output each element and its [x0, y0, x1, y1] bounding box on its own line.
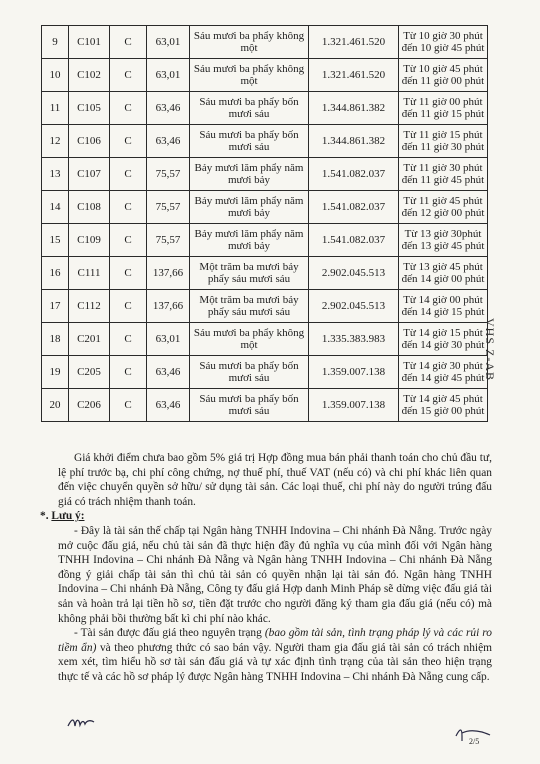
unit-code-cell: C112 [69, 290, 110, 323]
table-row [42, 26, 488, 59]
row-number-cell: 16 [42, 257, 69, 290]
area-value-cell: 63,46 [147, 356, 190, 389]
area-value-cell: 63,01 [147, 26, 190, 59]
unit-type-cell: C [110, 224, 147, 257]
area-value-cell: 75,57 [147, 158, 190, 191]
table-row [42, 356, 488, 389]
caution-heading: *. Lưu ý: [40, 510, 85, 523]
starting-price-cell: 2.902.045.513 [309, 257, 399, 290]
table-body [42, 26, 488, 422]
notes-section [40, 451, 492, 685]
area-in-words-cell: Sáu mươi ba phẩy không một [190, 323, 309, 356]
starting-price-cell: 1.541.082.037 [309, 191, 399, 224]
unit-code-cell: C108 [69, 191, 110, 224]
starting-price-cell: 1.541.082.037 [309, 158, 399, 191]
area-value-cell: 75,57 [147, 191, 190, 224]
unit-code-cell: C107 [69, 158, 110, 191]
area-value-cell: 63,46 [147, 92, 190, 125]
area-value-cell: 137,66 [147, 290, 190, 323]
area-in-words-cell: Một trăm ba mươi bảy phẩy sáu mươi sáu [190, 290, 309, 323]
area-value-cell: 63,46 [147, 389, 190, 422]
unit-type-cell: C [110, 389, 147, 422]
unit-type-cell: C [110, 356, 147, 389]
starting-price-cell: 1.335.383.983 [309, 323, 399, 356]
unit-code-cell: C102 [69, 59, 110, 92]
area-value-cell: 63,46 [147, 125, 190, 158]
auction-time-cell: Từ 14 giờ 30 phút đến 14 giờ 45 phút [399, 356, 488, 389]
table-row [42, 92, 488, 125]
auction-time-cell: Từ 13 giờ 45 phút đến 14 giờ 00 phút [399, 257, 488, 290]
area-in-words-cell: Sáu mươi ba phẩy bốn mươi sáu [190, 356, 309, 389]
auction-time-cell: Từ 11 giờ 00 phút đến 11 giờ 15 phút [399, 92, 488, 125]
area-in-words-cell: Bảy mươi lăm phẩy năm mươi bảy [190, 191, 309, 224]
unit-code-cell: C101 [69, 26, 110, 59]
row-number-cell: 18 [42, 323, 69, 356]
auction-time-cell: Từ 10 giờ 30 phút đến 10 giờ 45 phút [399, 26, 488, 59]
table-row [42, 158, 488, 191]
table-row [42, 191, 488, 224]
area-value-cell: 63,01 [147, 323, 190, 356]
row-number-cell: 12 [42, 125, 69, 158]
area-in-words-cell: Sáu mươi ba phẩy không một [190, 26, 309, 59]
table-row [42, 290, 488, 323]
row-number-cell: 15 [42, 224, 69, 257]
area-value-cell: 137,66 [147, 257, 190, 290]
unit-type-cell: C [110, 191, 147, 224]
area-in-words-cell: Sáu mươi ba phẩy bốn mươi sáu [190, 125, 309, 158]
row-number-cell: 19 [42, 356, 69, 389]
table-row [42, 125, 488, 158]
unit-type-cell: C [110, 59, 147, 92]
unit-code-cell: C109 [69, 224, 110, 257]
unit-type-cell: C [110, 26, 147, 59]
unit-type-cell: C [110, 158, 147, 191]
starting-price-cell: 1.321.461.520 [309, 26, 399, 59]
caution-paragraph-mortgage: - Đây là tài sản thế chấp tại Ngân hàng TNHH Indovina – Chi nhánh Đà Nẵng. Trước ngày mở cuộc đấu giá, nếu chủ tài sản đã thực hiện đầy đủ nghĩa vụ của mình đối với Ngân hàng TNHH Indovina – Chi nhánh Đà Nẵng và Ngân hàng TNHH Indovina – Chi nhánh Đà Nẵng đồng ý giải chấp tài sản thì chủ tài sản có quyền nhận lại tài sản đó. Ngân hàng TNHH Indovina – Chi nhánh Đà Nẵng, Công ty đấu giá Hợp danh Minh Pháp sẽ dừng việc đấu giá tài sản và hoàn trả lại tiền hồ sơ, tiền đặt trước cho người đăng ký tham gia đấu giá (nếu có) mà không phải bồi thường bất kì chi phí nào khác. [58, 524, 492, 625]
area-in-words-cell: Sáu mươi ba phẩy bốn mươi sáu [190, 92, 309, 125]
unit-code-cell: C111 [69, 257, 110, 290]
row-number-cell: 9 [42, 26, 69, 59]
auction-time-cell: Từ 11 giờ 30 phút đến 11 giờ 45 phút [399, 158, 488, 191]
unit-code-cell: C205 [69, 356, 110, 389]
row-number-cell: 13 [42, 158, 69, 191]
area-in-words-cell: Bảy mươi lăm phẩy năm mươi bảy [190, 158, 309, 191]
unit-code-cell: C106 [69, 125, 110, 158]
starting-price-cell: 1.359.007.138 [309, 356, 399, 389]
table-row [42, 59, 488, 92]
row-number-cell: 10 [42, 59, 69, 92]
table-row [42, 389, 488, 422]
auction-time-cell: Từ 13 giờ 30phút đến 13 giờ 45 phút [399, 224, 488, 257]
auction-time-cell: Từ 14 giờ 15 phút đến 14 giờ 30 phút [399, 323, 488, 356]
unit-type-cell: C [110, 290, 147, 323]
unit-type-cell: C [110, 125, 147, 158]
auction-time-cell: Từ 14 giờ 00 phút đến 14 giờ 15 phút [399, 290, 488, 323]
row-number-cell: 14 [42, 191, 69, 224]
margin-stamp: VHS Z-AB [483, 318, 497, 382]
table-row [42, 257, 488, 290]
unit-code-cell: C206 [69, 389, 110, 422]
table-row [42, 323, 488, 356]
auction-time-cell: Từ 10 giờ 45 phút đến 11 giờ 00 phút [399, 59, 488, 92]
auction-time-cell: Từ 14 giờ 45 phút đến 15 giờ 00 phút [399, 389, 488, 422]
unit-type-cell: C [110, 92, 147, 125]
area-in-words-cell: Sáu mươi ba phẩy bốn mươi sáu [190, 389, 309, 422]
area-in-words-cell: Một trăm ba mươi bảy phẩy sáu mươi sáu [190, 257, 309, 290]
unit-code-cell: C201 [69, 323, 110, 356]
auction-time-cell: Từ 11 giờ 15 phút đến 11 giờ 30 phút [399, 125, 488, 158]
initials-signature-left [66, 712, 96, 734]
auction-time-cell: Từ 11 giờ 45 phút đến 12 giờ 00 phút [399, 191, 488, 224]
starting-price-cell: 1.344.861.382 [309, 125, 399, 158]
starting-price-cell: 2.902.045.513 [309, 290, 399, 323]
auction-lots-table [41, 25, 488, 422]
starting-price-note: Giá khởi điểm chưa bao gồm 5% giá trị Hợp đồng mua bán phải thanh toán cho chủ đầu tư, lệ phí trước bạ, chi phí công chứng, nợ thuế phí, thuế VAT (nếu có) và chi phí khác liên quan đến việc chuyển quyền sở hữu/ sử dụng tài sản. Các loại thuế, chi phí này do người trúng đấu giá có trách nhiệm thanh toán. [58, 452, 492, 508]
area-value-cell: 75,57 [147, 224, 190, 257]
caution-paragraph-as-is: - Tài sản được đấu giá theo nguyên trạng (bao gồm tài sản, tình trạng pháp lý và các rủi ro tiềm ẩn) và theo phương thức có sao bán vậy. Người tham gia đấu giá tài sản có trách nhiệm xem xét, tìm hiểu hồ sơ tài sản đấu giá và tự xác định tình trạng của tài sản theo hiện trạng thực tế và các hồ sơ pháp lý được Ngân hàng TNHH Indovina – Chi nhánh Đà Nẵng cung cấp. [58, 627, 492, 683]
row-number-cell: 20 [42, 389, 69, 422]
row-number-cell: 17 [42, 290, 69, 323]
starting-price-cell: 1.321.461.520 [309, 59, 399, 92]
starting-price-cell: 1.359.007.138 [309, 389, 399, 422]
area-in-words-cell: Bảy mươi lăm phẩy năm mươi bảy [190, 224, 309, 257]
page-number: 2/5 [469, 737, 480, 746]
table-row [42, 224, 488, 257]
starting-price-cell: 1.344.861.382 [309, 92, 399, 125]
starting-price-cell: 1.541.082.037 [309, 224, 399, 257]
unit-code-cell: C105 [69, 92, 110, 125]
row-number-cell: 11 [42, 92, 69, 125]
area-in-words-cell: Sáu mươi ba phẩy không một [190, 59, 309, 92]
unit-type-cell: C [110, 257, 147, 290]
area-value-cell: 63,01 [147, 59, 190, 92]
unit-type-cell: C [110, 323, 147, 356]
